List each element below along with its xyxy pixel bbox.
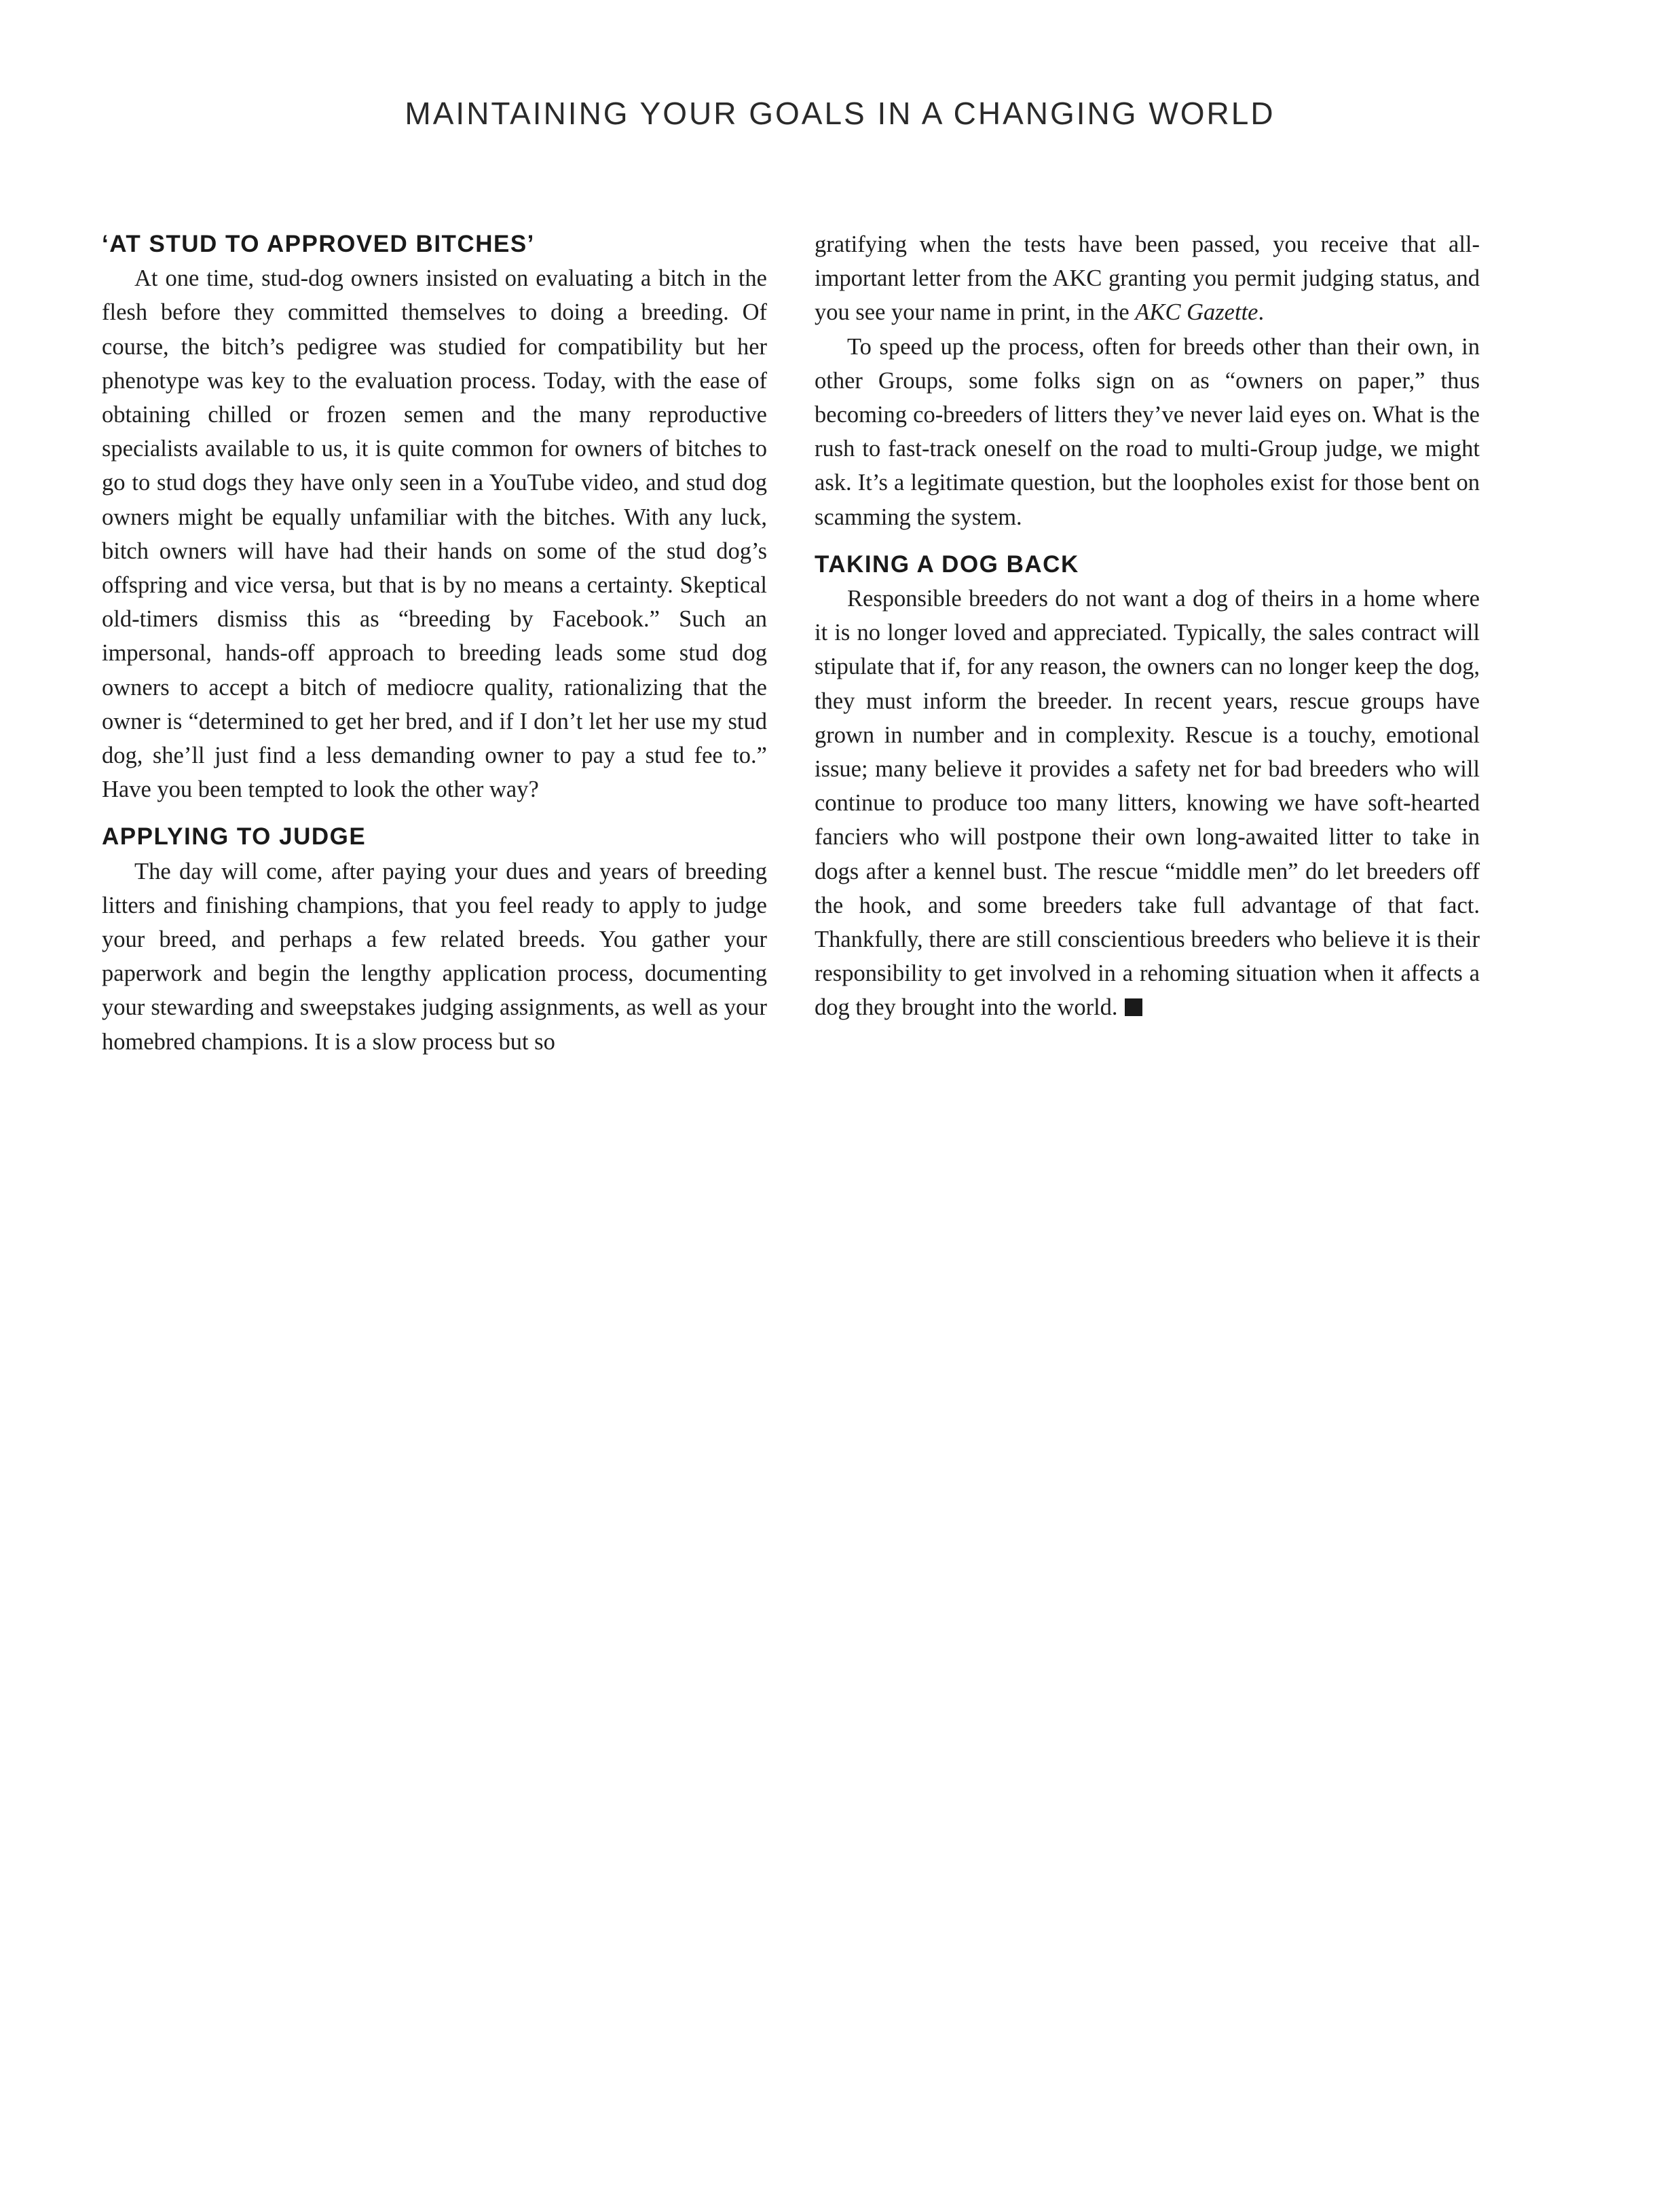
left-column <box>102 227 767 1059</box>
continued-end: . <box>1258 299 1265 326</box>
paragraph-applying-to-judge: The day will come, after paying your dues and years of breeding litters and finishing champions, that you feel ready to apply to judge your breed, and perhaps a few related breeds. You gather your paperwork and begin the lengthy application process, documenting your stewarding and sweepstakes judging assignments, as well as your homebred champions. It is a slow process but so <box>102 858 767 1055</box>
section-heading-taking-a-dog-back: TAKING A DOG BACK <box>815 550 1079 578</box>
end-of-article-square-icon <box>1125 998 1142 1016</box>
section-heading-at-stud: ‘AT STUD TO APPROVED BITCHES’ <box>102 231 535 257</box>
right-column <box>815 227 1480 1025</box>
publication-title: AKC Gazette <box>1135 299 1258 326</box>
paragraph-taking-a-dog-back <box>815 582 1480 1025</box>
taking-a-dog-back-text: Responsible breeders do not want a dog of theirs in a home where it is no longer loved and appreciated. Typically, the sales contract will stipulate that if, for any reason, the owners can no longer keep the dog, they must inform the breeder. In recent years, rescue groups have grown in number and in complexity. Rescue is a touchy, emotional issue; many believe it provides a safety net for bad breeders who will continue to produce too many litters, knowing we have soft-hearted fanciers who will postpone their own long-awaited litter to take in dogs after a kennel bust. The rescue “middle men” do let breeders off the hook, and some breeders take full advantage of that fact. Thankfully, there are still conscientious breeders who believe it is their responsibility to get involved in a rehoming situation when it affects a dog they brought into the world. <box>815 586 1480 1021</box>
paragraph-continued <box>815 227 1480 330</box>
continued-text: gratifying when the tests have been passed, you receive that all-important letter from the AKC granting you permit judging status, and you see your name in print, in the <box>815 231 1480 326</box>
running-head: MAINTAINING YOUR GOALS IN A CHANGING WORLD <box>405 96 1275 131</box>
section-heading-applying-to-judge: APPLYING TO JUDGE <box>102 823 367 850</box>
paragraph-at-stud: At one time, stud-dog owners insisted on evaluating a bitch in the flesh before they committed themselves to doing a breeding. Of course, the bitch’s pedigree was studied for compatibility but her phenotype was key to the evaluation process. Today, with the ease of obtaining chilled or frozen semen and the many reproductive specialists available to us, it is quite common for owners of bitches to go to stud dogs they have only seen in a YouTube video, and stud dog owners might be equally unfamiliar with the bitches. With any luck, bitch owners will have had their hands on some of the stud dog’s offspring and vice versa, but that is by no means a certainty. Skeptical old-timers dismiss this as “breeding by Facebook.” Such an impersonal, hands-off approach to breeding leads some stud dog owners to accept a bitch of mediocre quality, rationalizing that the owner is “determined to get her bred, and if I don’t let her use my stud dog, she’ll just find a less demanding owner to pay a stud fee to.” Have you been tempted to look the other way? <box>102 265 767 803</box>
paragraph-owners-on-paper: To speed up the process, often for breeds other than their own, in other Groups, some folks sign on as “owners on paper,” thus becoming co-breeders of litters they’ve never laid eyes on. What is the rush to fast-track oneself on the road to multi-Group judge, we might ask. It’s a legitimate question, but the loopholes exist for those bent on scamming the system. <box>815 333 1480 530</box>
